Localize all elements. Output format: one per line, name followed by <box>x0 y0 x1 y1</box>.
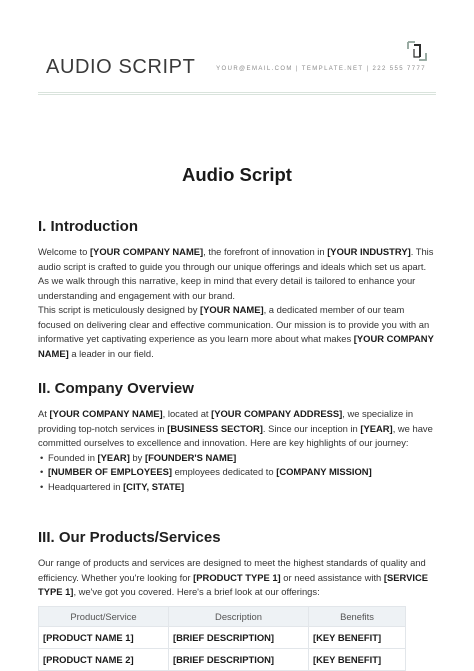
bracket-logo-icon <box>406 40 428 62</box>
highlights-list <box>38 451 436 495</box>
section-products-services <box>38 529 436 671</box>
document-title: Audio Script <box>182 164 292 185</box>
table-row <box>39 648 406 670</box>
section-heading: III. Our Products/Services <box>38 529 221 546</box>
section-introduction <box>38 218 436 361</box>
table-cell: [PRODUCT NAME 1] <box>39 626 169 648</box>
table-cell: [BRIEF DESCRIPTION] <box>169 626 309 648</box>
table-cell: [KEY BENEFIT] <box>309 648 406 670</box>
section-heading: II. Company Overview <box>38 380 194 397</box>
products-table <box>38 606 406 671</box>
column-header: Description <box>169 606 309 626</box>
list-item: • [NUMBER OF EMPLOYEES] employees dedicated to [COMPANY MISSION] <box>38 465 436 480</box>
column-header: Product/Service <box>39 606 169 626</box>
page-header <box>38 36 436 96</box>
list-item: • Headquartered in [CITY, STATE] <box>38 480 436 495</box>
overview-paragraph: At [YOUR COMPANY NAME], located at [YOUR COMPANY ADDRESS], we specialize in providing top-notch services in [BUSINESS SECTOR]. Since our inception in [YEAR], we have committed ourselves to excellence and innovation. Here are key highlights of our journey: <box>38 408 433 448</box>
list-item: • Founded in [YEAR] by [FOUNDER'S NAME] <box>38 451 436 466</box>
table-cell: [PRODUCT NAME 2] <box>39 648 169 670</box>
section-company-overview <box>38 380 436 494</box>
products-paragraph: Our range of products and services are designed to meet the highest standards of quality and efficiency. Whether you're looking for [PRODUCT TYPE 1] or need assistance with [SERVICE TYPE 1], we've got you covered. Here's a brief look at our offerings: <box>38 557 428 597</box>
table-header-row <box>39 606 406 626</box>
section-heading: I. Introduction <box>38 218 138 235</box>
table-cell: [KEY BENEFIT] <box>309 626 406 648</box>
contact-line: YOUR@EMAIL.COM | TEMPLATE.NET | 222 555 7777 <box>216 66 426 72</box>
column-header: Benefits <box>309 606 406 626</box>
intro-paragraph-1: Welcome to [YOUR COMPANY NAME], the forefront of innovation in [YOUR INDUSTRY]. This audio script is crafted to guide you through our unique offerings and ideals which set us apart. As we walk through this narrative, keep in mind that every detail is tailored to enhance your understanding and engagement with our brand. <box>38 246 434 301</box>
header-rule <box>38 92 436 95</box>
intro-paragraph-2: This script is meticulously designed by [YOUR NAME], a dedicated member of our team focused on delivering clear and effective communication. Our mission is to provide you with an informative yet captivating experience as you learn more about what makes [YOUR COMPANY NAME] a leader in our field. <box>38 304 434 359</box>
table-cell: [BRIEF DESCRIPTION] <box>169 648 309 670</box>
brand-title: AUDIO SCRIPT <box>46 56 196 78</box>
table-row <box>39 626 406 648</box>
